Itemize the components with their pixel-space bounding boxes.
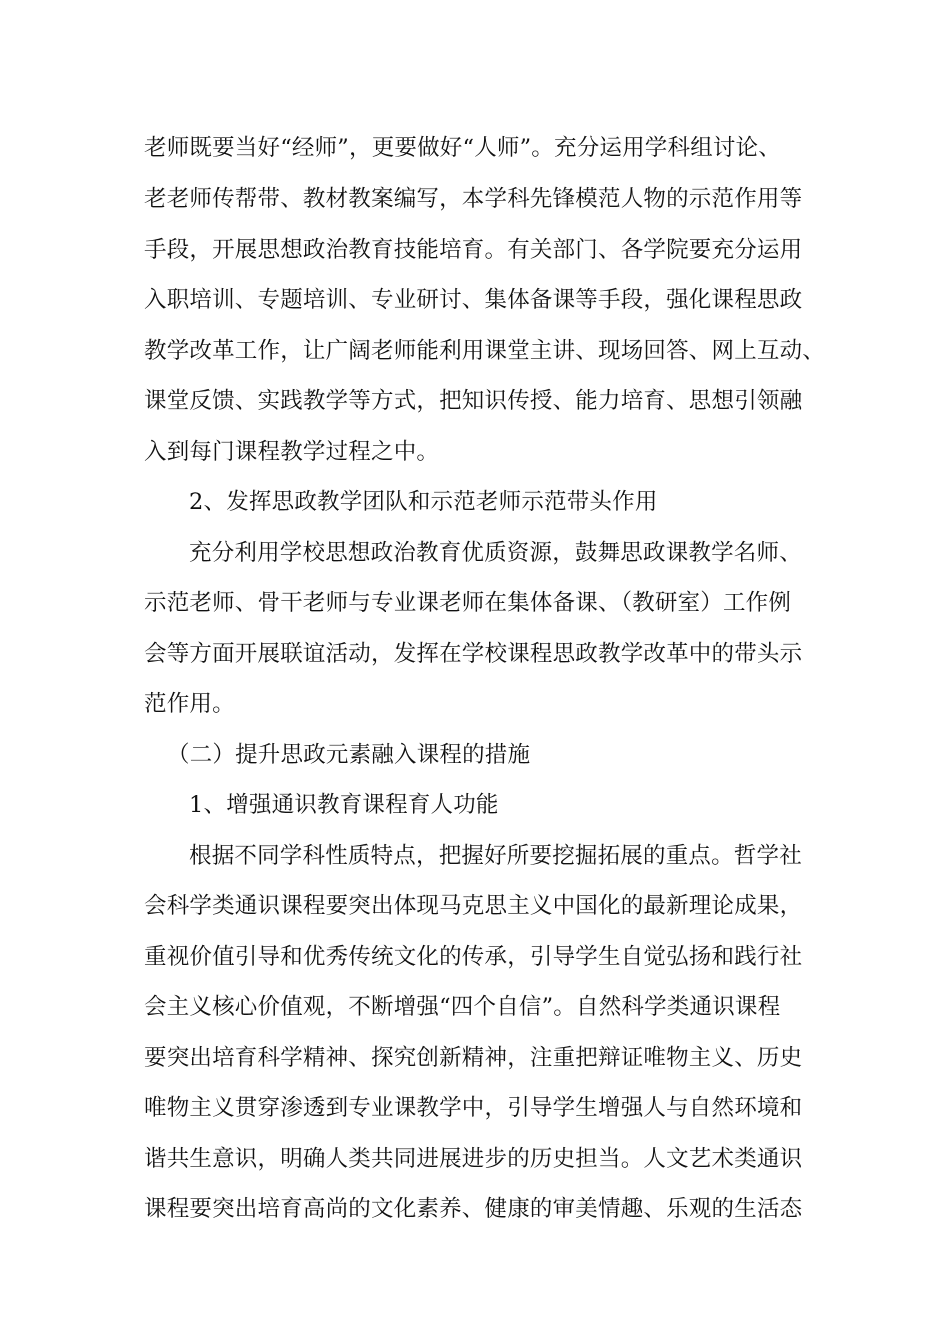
section-heading: （二）提升思政元素融入课程的措施	[167, 742, 531, 768]
paragraph-line: 课堂反馈、实践教学等方式，把知识传授、能力培育、思想引领融	[144, 388, 803, 414]
paragraph-line: 唯物主义贯穿渗透到专业课教学中，引导学生增强人与自然环境和	[144, 1095, 803, 1121]
paragraph-line: 老老师传帮带、教材教案编写，本学科先锋模范人物的示范作用等	[144, 186, 803, 212]
paragraph-line: 重视价值引导和优秀传统文化的传承，引导学生自觉弘扬和践行社	[144, 944, 803, 970]
paragraph-line: 充分利用学校思想政治教育优质资源，鼓舞思政课教学名师、	[189, 540, 802, 566]
paragraph-line: 示范老师、骨干老师与专业课老师在集体备课、（教研室）工作例	[144, 590, 792, 616]
paragraph-line: 要突出培育科学精神、探究创新精神，注重把辩证唯物主义、历史	[144, 1045, 803, 1071]
paragraph-line: 教学改革工作，让广阔老师能利用课堂主讲、现场回答、网上互动、	[144, 338, 826, 364]
paragraph-line: 根据不同学科性质特点，把握好所要挖掘拓展的重点。哲学社	[189, 843, 802, 869]
paragraph-line: 手段，开展思想政治教育技能培育。有关部门、各学院要充分运用	[144, 237, 803, 263]
paragraph-line: 课程要突出培育高尚的文化素养、健康的审美情趣、乐观的生活态	[144, 1196, 803, 1222]
paragraph-line: 入职培训、专题培训、专业研讨、集体备课等手段，强化课程思政	[144, 287, 803, 313]
paragraph-line: 老师既要当好“经师”，更要做好“人师”。充分运用学科组讨论、	[144, 135, 782, 161]
paragraph-line: 会科学类通识课程要突出体现马克思主义中国化的最新理论成果，	[144, 893, 803, 919]
section-heading: 1、增强通识教育课程育人功能	[189, 792, 499, 818]
section-heading: 2、发挥思政教学团队和示范老师示范带头作用	[189, 489, 658, 515]
paragraph-line: 范作用。	[144, 691, 235, 717]
paragraph-line: 会主义核心价值观，不断增强“四个自信”。自然科学类通识课程	[144, 994, 781, 1020]
paragraph-line: 会等方面开展联谊活动，发挥在学校课程思政教学改革中的带头示	[144, 641, 803, 667]
paragraph-line: 谐共生意识，明确人类共同进展进步的历史担当。人文艺术类通识	[144, 1146, 803, 1172]
paragraph-line: 入到每门课程教学过程之中。	[144, 439, 440, 465]
